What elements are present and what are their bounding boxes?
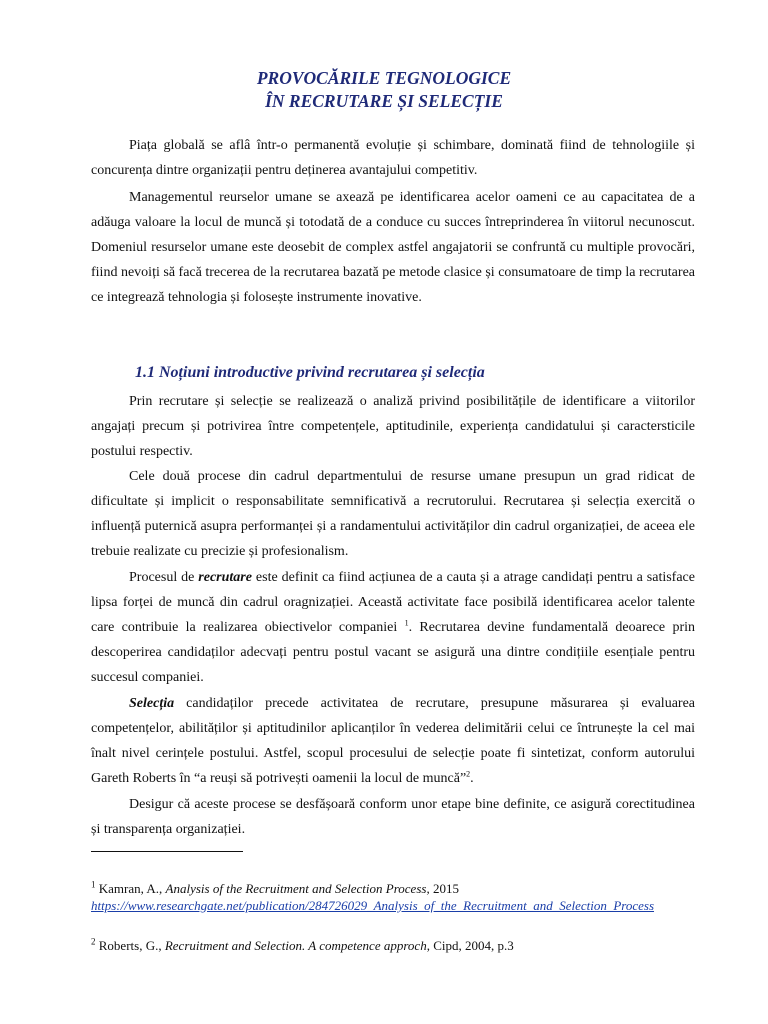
intro-paragraph-1: Piața globală se aflâ într-o permanentă evoluție și schimbare, dominată fiind de tehnologiile și concurența dintre organizații pentru deținerea avantajului competitiv.	[91, 138, 695, 178]
paragraph-4-text-b: .	[470, 771, 474, 786]
section-heading: 1.1 Noțiuni introductive privind recrutarea și selecția	[135, 364, 485, 381]
document-title-line-2: ÎN RECRUTARE ȘI SELECȚIE	[265, 91, 503, 111]
paragraph-3-text-a: Procesul de	[129, 570, 199, 585]
footnote-1-work: Analysis of the Recruitment and Selection Process,	[165, 881, 430, 896]
section-paragraph-3	[91, 565, 695, 690]
section-paragraph-4	[91, 691, 695, 791]
footnote-2	[91, 937, 695, 954]
footnote-1-author: Kamran, A.,	[95, 881, 166, 896]
section-paragraph-2: Cele două procese din cadrul departmentului de resurse umane presupun un grad ridicat de dificultate și implicit o responsabilitate semnificativă a recrutorului. Recrutarea și selecția exercită o influență puternică asupra performanței și a randamentului activităților din cadrul organizației, de aceea ele trebuie realizate cu precizie și profesionalism.	[91, 469, 695, 559]
footnote-1-year: 2015	[429, 881, 459, 896]
keyword-selectia: Selecția	[129, 696, 175, 711]
intro-paragraph-2: Managementul reurselor umane se axează pe identificarea acelor oameni ce au capacitatea de a adăuga valoare la locul de muncă și totodată de a conduce cu succes întreprinderea în viitorul necunoscut. Domeniul resurselor umane este deosebit de complex astfel angajatorii se confruntă cu multiple provocări, fiind nevoiți să facă trecerea de la recrutarea bazată pe metode clasice și consumatoare de timp la recrutarea ce integrează tehnologia și folosește instrumente inovative.	[91, 190, 695, 305]
section-paragraph-1: Prin recrutare și selecție se realizează o analiză privind posibilitățile de identificare a viitorilor angajați precum și potrivirea între competențele, aptitudinile, experiența candidatului și caractersticile postului respectiv.	[91, 394, 695, 459]
footnote-1	[91, 880, 695, 914]
footnote-ref-2[interactable]: 2	[466, 769, 471, 779]
footnote-2-work: Recruitment and Selection. A competence approch	[164, 938, 427, 953]
document-title-line-1: PROVOCĂRILE TEGNOLOGICE	[256, 68, 512, 88]
paragraph-3-text-c: . Recrutarea devine fundamentală deoarece prin descoperirea candidaților adecvați pentru postul vacant se asigură una dintre condițiile esențiale pentru succesul companiei.	[91, 620, 695, 685]
footnote-2-number: 2	[91, 936, 96, 947]
footnote-2-author: Roberts, G.,	[95, 938, 165, 953]
paragraph-3-text-b: este definit ca fiind acțiunea de a cauta și a atrage candidați pentru a satisface lipsa forței de muncă din cadrul oragnizației. Această activitate face posibilă identificarea acelor talente care contribuie la realizarea obiectivelor companiei	[91, 570, 695, 635]
footnote-ref-1[interactable]: 1	[404, 618, 409, 628]
footnote-1-number: 1	[91, 879, 96, 890]
footnote-2-publisher: , Cipd, 2004, p.3	[426, 938, 514, 953]
footnote-1-link[interactable]: https://www.researchgate.net/publication/284726029_Analysis_of_the_Recruitment_and_Selection_Process	[91, 898, 655, 913]
keyword-recrutare: recrutare	[198, 570, 252, 585]
section-paragraph-5: Desigur că aceste procese se desfășoară conform unor etape bine definite, ce asigură corectitudinea și transparența organizației.	[91, 797, 695, 837]
footnote-separator	[91, 851, 243, 852]
paragraph-4-text-a: candidaților precede activitatea de recrutare, presupune măsurarea și evaluarea competențelor, abilităților și aptitudinilor aplicanților în vederea delimitării celui ce întrunește la cel mai înalt nivel cerințele postului. Astfel, scopul procesului de selecție poate fi sintetizat, conform autorului Gareth Roberts în “a reuși să potrivești oamenii la locul de muncă”	[91, 696, 695, 786]
